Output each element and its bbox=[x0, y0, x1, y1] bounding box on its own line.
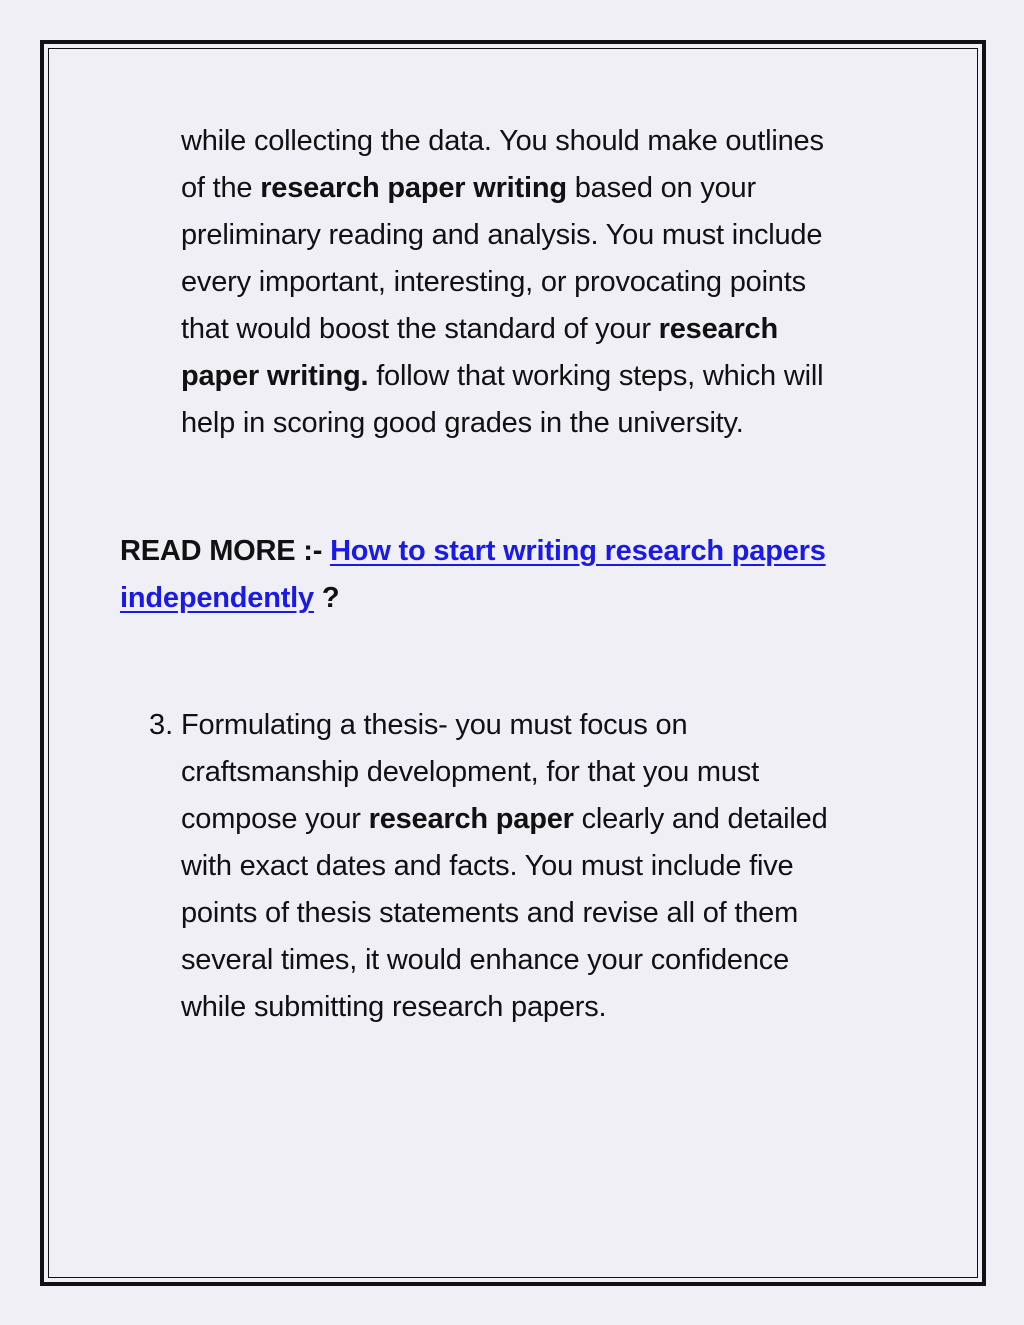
text-run: every important, interesting, or provocating points bbox=[181, 266, 806, 298]
list-item-text bbox=[181, 702, 881, 1031]
read-more-block bbox=[120, 528, 880, 622]
text-run: follow that working steps, which will bbox=[368, 360, 824, 392]
paragraph-research-outline bbox=[181, 118, 901, 447]
paragraph-line bbox=[181, 259, 901, 306]
paragraph-line bbox=[181, 353, 901, 400]
text-run: points of thesis statements and revise all of them bbox=[181, 897, 799, 929]
text-run: with exact dates and facts. You must include five bbox=[181, 850, 794, 882]
bold-keyword: research bbox=[658, 313, 778, 345]
text-run: help in scoring good grades in the university. bbox=[181, 407, 744, 439]
list-line bbox=[181, 749, 881, 796]
paragraph-line bbox=[181, 400, 901, 447]
list-item-number: 3. bbox=[149, 709, 174, 741]
text-run: several times, it would enhance your confidence bbox=[181, 944, 789, 976]
text-run: while submitting research papers. bbox=[181, 991, 607, 1023]
list-line bbox=[181, 984, 881, 1031]
bold-keyword: research paper bbox=[368, 803, 574, 835]
read-more-label: READ MORE :- bbox=[120, 535, 331, 567]
text-run: while collecting the data. You should make outlines bbox=[181, 125, 824, 157]
text-run: based on your bbox=[566, 172, 756, 204]
paragraph-line bbox=[181, 165, 901, 212]
text-run: compose your bbox=[181, 803, 369, 835]
text-run: Formulating a thesis- you must focus on bbox=[181, 709, 688, 741]
paragraph-line bbox=[181, 118, 901, 165]
list-line bbox=[181, 843, 881, 890]
paragraph-line bbox=[181, 212, 901, 259]
text-run: craftsmanship development, for that you must bbox=[181, 756, 759, 788]
read-more-link-continued[interactable]: independently bbox=[120, 582, 314, 614]
read-more-line bbox=[120, 528, 880, 575]
text-run: clearly and detailed bbox=[573, 803, 828, 835]
text-run: that would boost the standard of your bbox=[181, 313, 659, 345]
list-line bbox=[181, 702, 881, 749]
paragraph-line bbox=[181, 306, 901, 353]
read-more-line bbox=[120, 575, 880, 622]
read-more-question-mark: ? bbox=[313, 582, 340, 614]
read-more-link[interactable]: How to start writing research papers bbox=[330, 535, 826, 567]
list-line bbox=[181, 890, 881, 937]
list-line bbox=[181, 937, 881, 984]
bold-keyword: research paper writing bbox=[260, 172, 567, 204]
list-line bbox=[181, 796, 881, 843]
bold-keyword: paper writing. bbox=[181, 360, 369, 392]
text-run: preliminary reading and analysis. You must include bbox=[181, 219, 823, 251]
text-run: of the bbox=[181, 172, 261, 204]
